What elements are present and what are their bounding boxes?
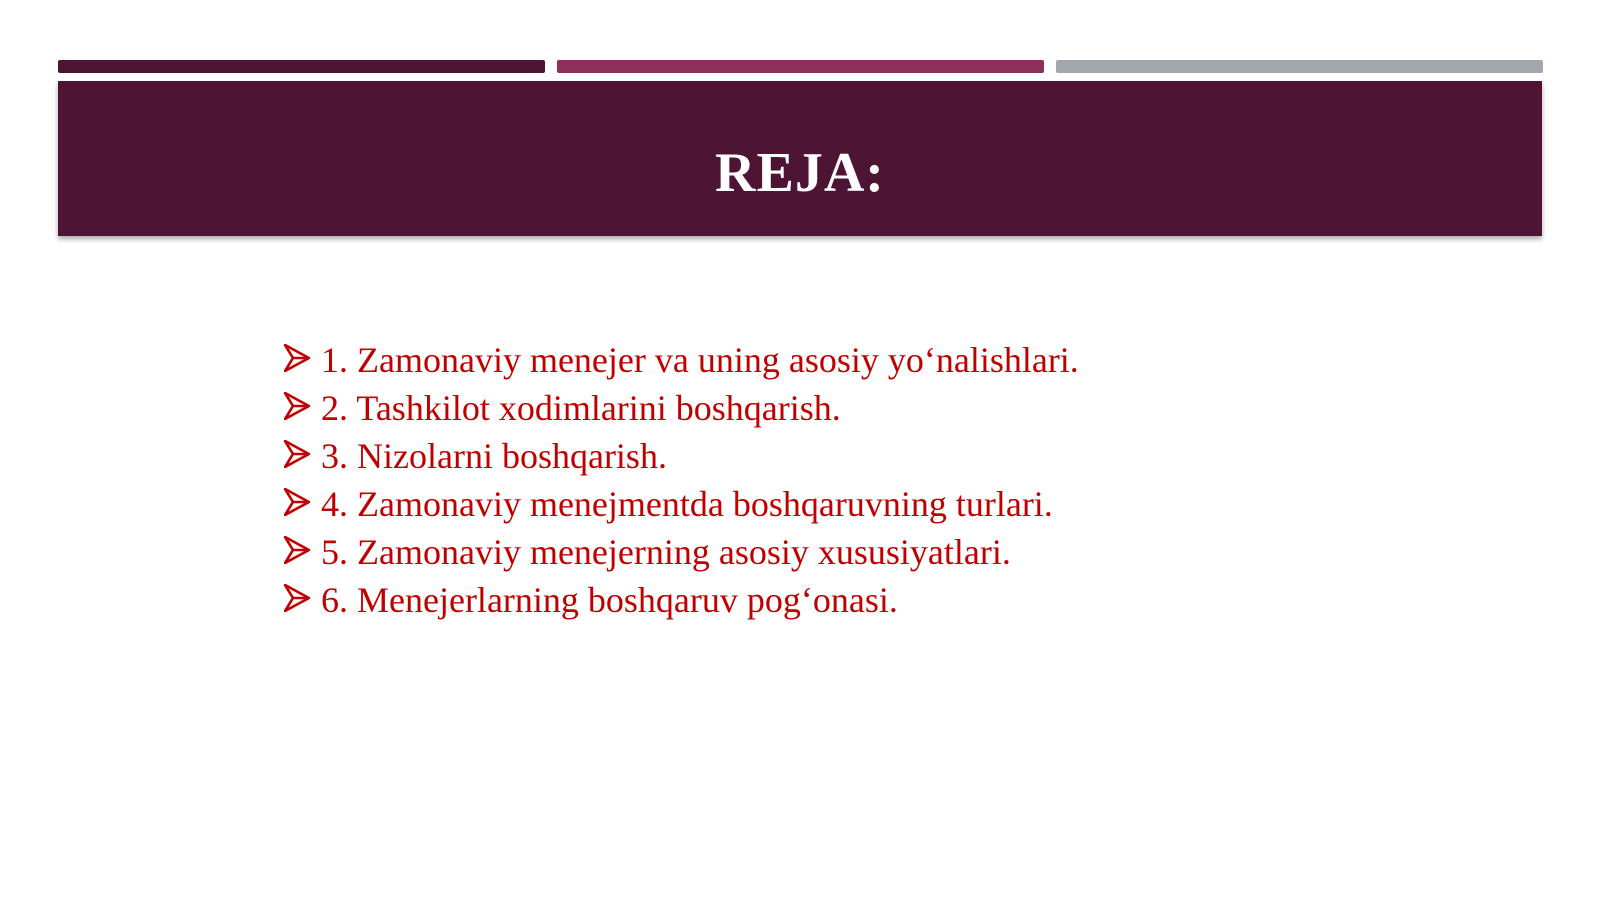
accent-bar-gray (1056, 60, 1543, 73)
list-item (284, 480, 1091, 528)
list-item (284, 432, 1091, 480)
list-item-text: 6. Menejerlarning boshqaruv pog‘onasi. (321, 580, 898, 620)
list-item (284, 336, 1091, 384)
arrowhead-bullet-icon (284, 392, 310, 420)
arrowhead-bullet-icon (284, 536, 310, 564)
list-item (284, 576, 1091, 624)
list-item-text: 4. Zamonaviy menejmentda boshqaruvning turlari. (321, 484, 1053, 524)
accent-bar-magenta (557, 60, 1044, 73)
accent-bar-dark (58, 60, 545, 73)
arrowhead-bullet-icon (284, 440, 310, 468)
list-item-text: 2. Tashkilot xodimlarini boshqarish. (321, 388, 841, 428)
title-band (58, 81, 1542, 236)
arrowhead-bullet-icon (284, 344, 310, 372)
list-item-text: 3. Nizolarni boshqarish. (321, 436, 667, 476)
list-item-text: 5. Zamonaviy menejerning asosiy xususiyatlari. (321, 532, 1011, 572)
list-item (284, 528, 1091, 576)
slide-title: REJA: (715, 141, 885, 204)
bullet-list (284, 336, 1091, 624)
arrowhead-bullet-icon (284, 488, 310, 516)
content-area (284, 336, 1091, 624)
arrowhead-bullet-icon (284, 584, 310, 612)
list-item (284, 384, 1091, 432)
list-item-text: 1. Zamonaviy menejer va uning asosiy yo‘nalishlari. (321, 340, 1079, 380)
